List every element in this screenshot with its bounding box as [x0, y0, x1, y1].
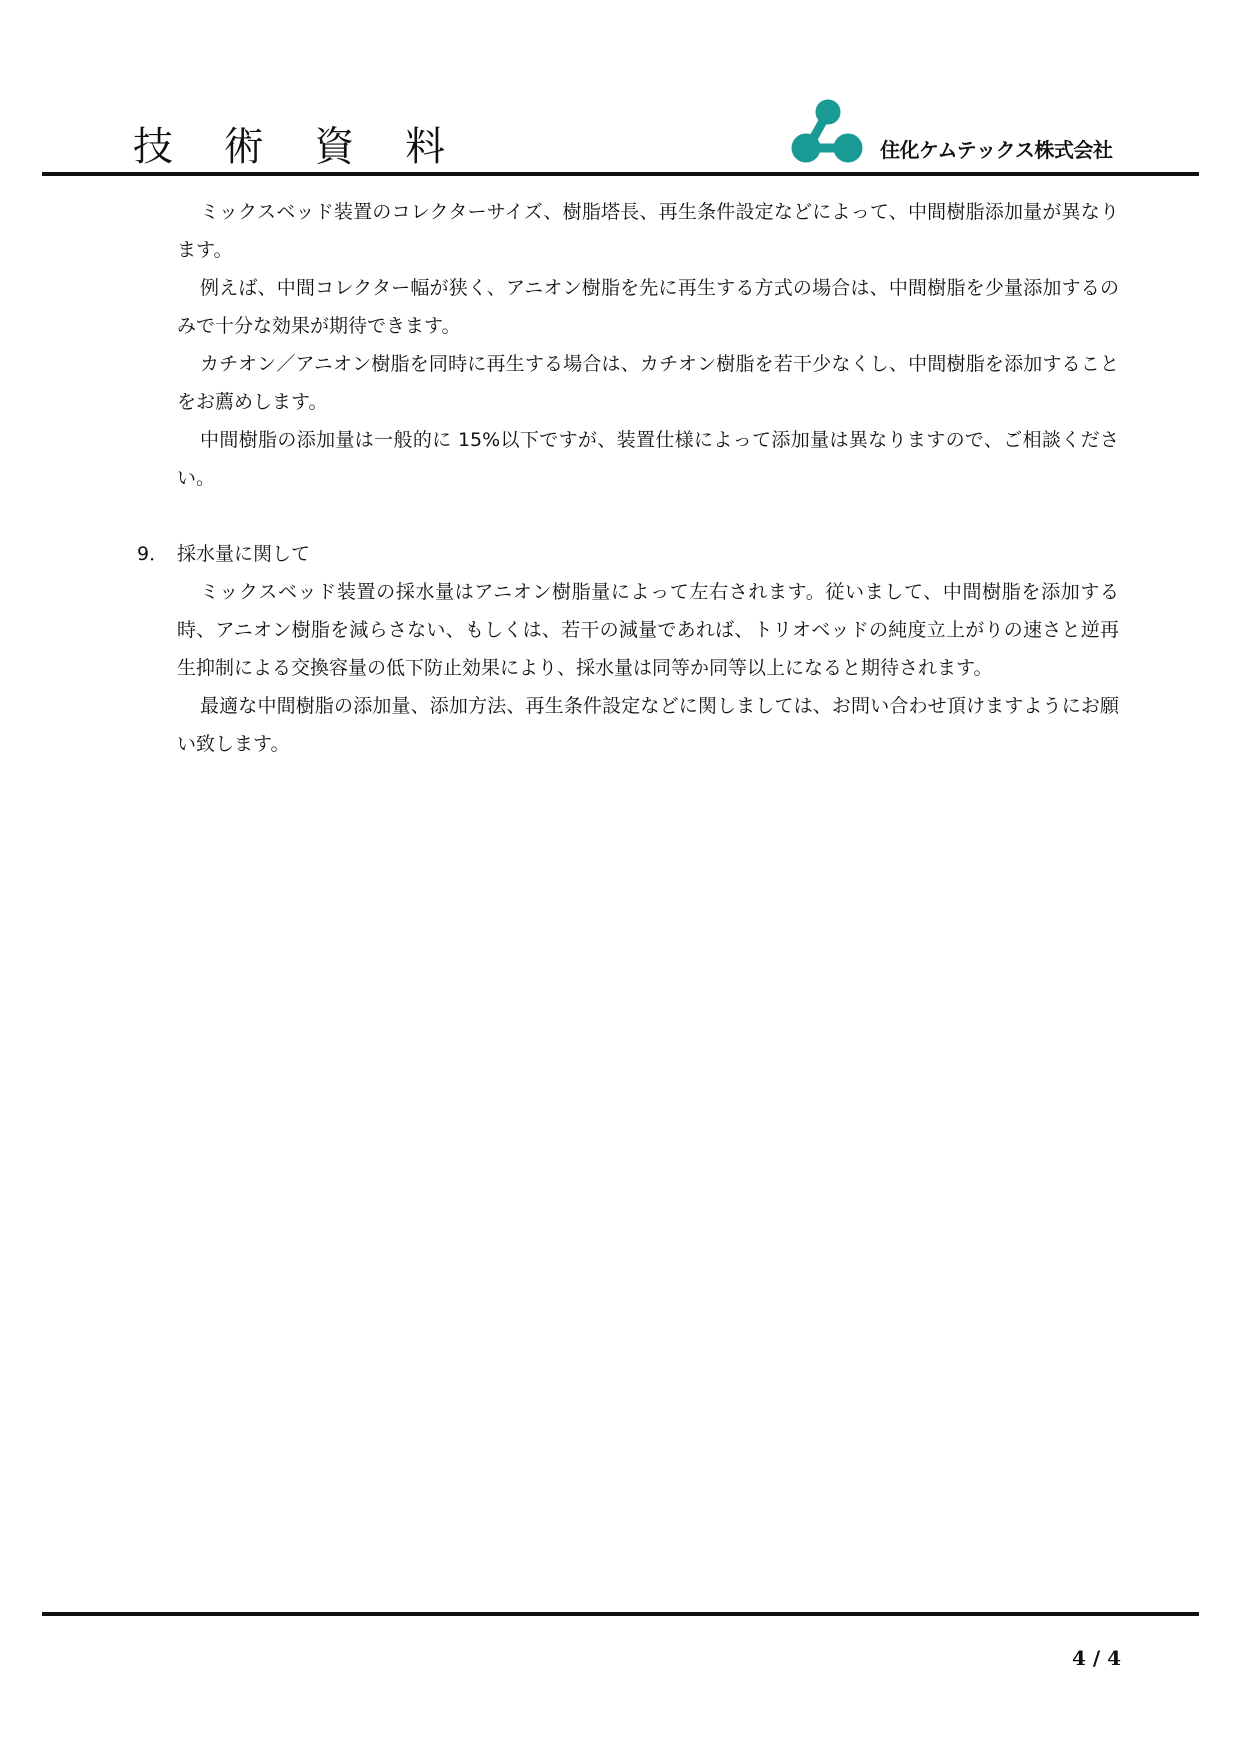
document-body: [137, 193, 1119, 763]
footer-divider: [42, 1612, 1199, 1616]
body-paragraph: カチオン／アニオン樹脂を同時に再生する場合は、カチオン樹脂を若干少なくし、中間樹脂を添加することをお薦めします。: [177, 353, 1119, 413]
section-paragraph: ミックスベッド装置の採水量はアニオン樹脂量によって左右されます。従いまして、中間樹脂を添加する時、アニオン樹脂を減らさない、もしくは、若干の減量であれば、トリオベッドの純度立上がりの速さと逆再生抑制による交換容量の低下防止効果により、採水量は同等か同等以上になると期待されます。: [177, 581, 1119, 679]
body-paragraph: 例えば、中間コレクター幅が狭く、アニオン樹脂を先に再生する方式の場合は、中間樹脂を少量添加するのみで十分な効果が期待できます。: [177, 277, 1119, 337]
company-logo-icon: [790, 98, 866, 166]
section-heading: [137, 535, 1119, 573]
section-number: 9．: [137, 543, 169, 565]
body-paragraph: 中間樹脂の添加量は一般的に 15%以下ですが、装置仕様によって添加量は異なりますので、ご相談ください。: [177, 429, 1119, 489]
section-title: 採水量に関して: [177, 543, 311, 565]
section-paragraph: 最適な中間樹脂の添加量、添加方法、再生条件設定などに関しましては、お問い合わせ頂けますようにお願い致します。: [177, 695, 1119, 755]
company-name: 住化ケムテックス株式会社: [880, 138, 1113, 162]
body-paragraph: ミックスベッド装置のコレクターサイズ、樹脂塔長、再生条件設定などによって、中間樹脂添加量が異なります。: [177, 201, 1119, 261]
page-number: 4 / 4: [1072, 1646, 1122, 1670]
page-title: 技 術 資 料: [133, 124, 465, 170]
header-divider: [42, 172, 1199, 176]
